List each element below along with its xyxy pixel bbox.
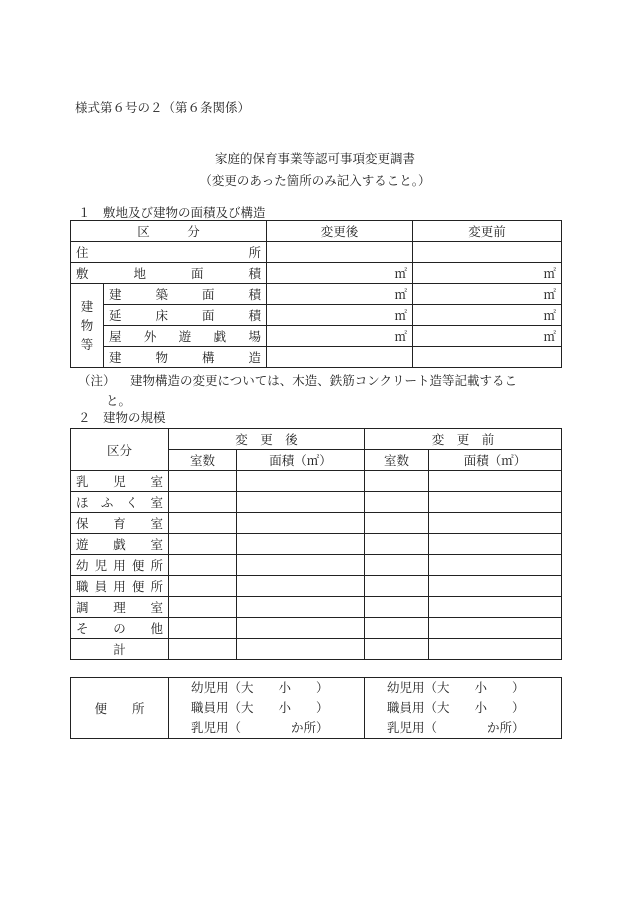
table-row: [71, 618, 562, 639]
row-outdoor-play-label: 屋 外 遊 戯 場: [104, 326, 267, 347]
unit-sqm: ㎡: [394, 287, 408, 302]
cell[interactable]: [365, 471, 429, 492]
cell[interactable]: [169, 597, 237, 618]
cell[interactable]: [365, 597, 429, 618]
cell[interactable]: [429, 639, 562, 660]
cell[interactable]: [365, 513, 429, 534]
toilet-line: 乳児用（ か所）: [387, 720, 525, 735]
toilet-line: 乳児用（ か所）: [191, 720, 329, 735]
building-area-before-cell[interactable]: [413, 284, 562, 305]
room-label: 乳 児 室: [71, 471, 169, 492]
structure-before-cell[interactable]: [413, 347, 562, 368]
document-title: 家庭的保育事業等認可事項変更調書: [214, 151, 415, 166]
unit-sqm: ㎡: [543, 287, 557, 302]
section2-heading: ２ 建物の規模: [78, 410, 166, 425]
header-category: 区 分: [71, 221, 267, 242]
floor-area-after-cell[interactable]: [267, 305, 413, 326]
table-row: [71, 471, 562, 492]
unit-sqm: ㎡: [394, 329, 408, 344]
cell[interactable]: [429, 576, 562, 597]
toilet-line: 職員用（大 小 ）: [387, 700, 525, 715]
row-site-area-label: 敷 地 面 積: [71, 263, 267, 284]
table-header-row: [71, 221, 562, 242]
cell[interactable]: [169, 513, 237, 534]
cell[interactable]: [237, 576, 365, 597]
sub-rooms-after: 室数: [169, 450, 237, 471]
table-row: [71, 492, 562, 513]
cell[interactable]: [429, 555, 562, 576]
room-label: 保 育 室: [71, 513, 169, 534]
table-row: [71, 555, 562, 576]
room-label: 幼 児 用 便 所: [71, 555, 169, 576]
table-row: [71, 284, 562, 305]
cell[interactable]: [365, 639, 429, 660]
note: [78, 371, 568, 411]
sub-area-before: 面積（㎡）: [429, 450, 562, 471]
toilet-table: [70, 677, 562, 739]
table-row: [71, 242, 562, 263]
note-text-cont: と。: [106, 393, 132, 408]
cell[interactable]: [429, 492, 562, 513]
cell[interactable]: [429, 513, 562, 534]
cell[interactable]: [237, 555, 365, 576]
site-building-table: [70, 220, 562, 368]
sub-rooms-before: 室数: [365, 450, 429, 471]
cell[interactable]: [237, 597, 365, 618]
note-label: （注）: [78, 373, 116, 388]
cell[interactable]: [365, 576, 429, 597]
cell[interactable]: [237, 618, 365, 639]
toilet-label: 便 所: [71, 678, 169, 739]
room-label: 遊 戯 室: [71, 534, 169, 555]
cell[interactable]: [429, 471, 562, 492]
room-label: ほ ふ く 室: [71, 492, 169, 513]
table-row: [71, 513, 562, 534]
cell[interactable]: [169, 618, 237, 639]
header-after: 変 更 後: [169, 429, 365, 450]
cell[interactable]: [365, 492, 429, 513]
cell[interactable]: [169, 555, 237, 576]
table-row-total: [71, 639, 562, 660]
room-label: 調 理 室: [71, 597, 169, 618]
cell[interactable]: [169, 492, 237, 513]
cell[interactable]: [237, 534, 365, 555]
cell[interactable]: [169, 471, 237, 492]
toilet-before-cell[interactable]: [365, 678, 562, 739]
toilet-line: 職員用（大 小 ）: [191, 700, 329, 715]
cell[interactable]: [237, 471, 365, 492]
cell[interactable]: [429, 534, 562, 555]
table-row: [71, 534, 562, 555]
building-area-after-cell[interactable]: [267, 284, 413, 305]
table-row: [71, 347, 562, 368]
table-row: [71, 576, 562, 597]
row-structure-label: 建 物 構 造: [104, 347, 267, 368]
unit-sqm: ㎡: [394, 266, 408, 281]
cell[interactable]: [237, 492, 365, 513]
toilet-after-cell[interactable]: [169, 678, 365, 739]
table-header-row: [71, 429, 562, 450]
site-area-before-cell[interactable]: [413, 263, 562, 284]
floor-area-before-cell[interactable]: [413, 305, 562, 326]
row-floor-area-label: 延 床 面 積: [104, 305, 267, 326]
toilet-line: 幼児用（大 小 ）: [191, 680, 329, 695]
cell[interactable]: [237, 639, 365, 660]
header-after: 変更後: [267, 221, 413, 242]
unit-sqm: ㎡: [543, 266, 557, 281]
header-before: 変更前: [413, 221, 562, 242]
room-label: 職 員 用 便 所: [71, 576, 169, 597]
row-address-label: 住 所: [71, 242, 267, 263]
header-before: 変 更 前: [365, 429, 562, 450]
cell[interactable]: [429, 597, 562, 618]
outdoor-play-before-cell[interactable]: [413, 326, 562, 347]
cell[interactable]: [169, 639, 237, 660]
cell[interactable]: [365, 534, 429, 555]
structure-after-cell[interactable]: [267, 347, 413, 368]
row-building-area-label: 建 築 面 積: [104, 284, 267, 305]
document-subtitle: （変更のあった箇所のみ記入すること。）: [199, 173, 431, 188]
cell[interactable]: [365, 618, 429, 639]
header-category: 区分: [71, 429, 169, 471]
room-label: そ の 他: [71, 618, 169, 639]
note-text: 建物構造の変更については、木造、鉄筋コンクリート造等記載するこ: [130, 373, 518, 388]
cell[interactable]: [365, 555, 429, 576]
cell[interactable]: [237, 513, 365, 534]
table-row: [71, 305, 562, 326]
site-area-after-cell[interactable]: [267, 263, 413, 284]
cell[interactable]: [429, 618, 562, 639]
address-after-cell[interactable]: [267, 242, 413, 263]
unit-sqm: ㎡: [394, 308, 408, 323]
table-row: [71, 678, 562, 739]
table-row: [71, 326, 562, 347]
table-row: [71, 263, 562, 284]
outdoor-play-after-cell[interactable]: [267, 326, 413, 347]
total-label: 計: [71, 639, 169, 660]
table-row: [71, 597, 562, 618]
cell[interactable]: [169, 534, 237, 555]
document-title-block: [0, 148, 630, 192]
unit-sqm: ㎡: [543, 329, 557, 344]
toilet-line: 幼児用（大 小 ）: [387, 680, 525, 695]
sub-area-after: 面積（㎡）: [237, 450, 365, 471]
form-number: 様式第６号の２（第６条関係）: [75, 100, 251, 115]
address-before-cell[interactable]: [413, 242, 562, 263]
cell[interactable]: [169, 576, 237, 597]
building-scale-table: [70, 428, 562, 660]
section1-heading: １ 敷地及び建物の面積及び構造: [78, 205, 266, 220]
unit-sqm: ㎡: [543, 308, 557, 323]
building-group-label: 建 物 等: [71, 284, 104, 368]
